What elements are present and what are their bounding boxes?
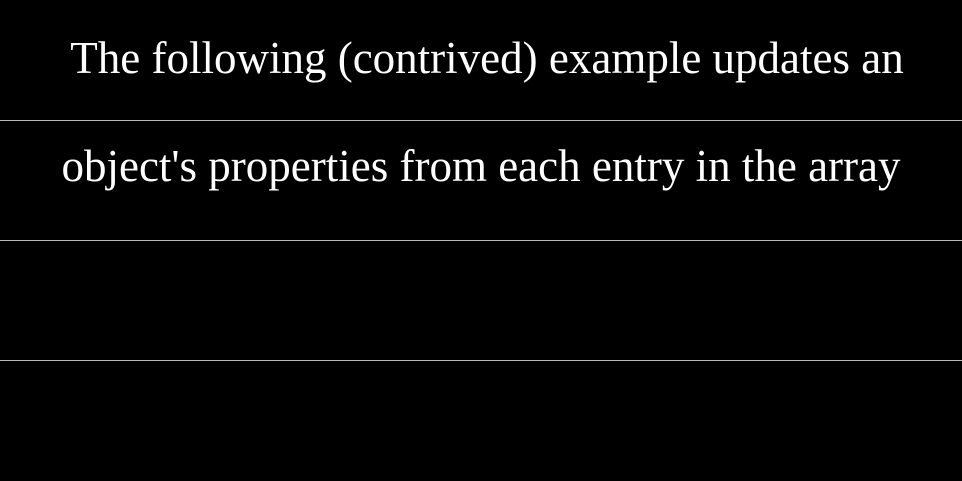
- text-line-1: The following (contrived) example updates an: [70, 33, 904, 83]
- ruled-line-1: [0, 120, 962, 121]
- ruled-line-3: [0, 360, 962, 361]
- ruled-line-2: [0, 240, 962, 241]
- text-line-2: object's properties from each entry in the array: [61, 141, 901, 191]
